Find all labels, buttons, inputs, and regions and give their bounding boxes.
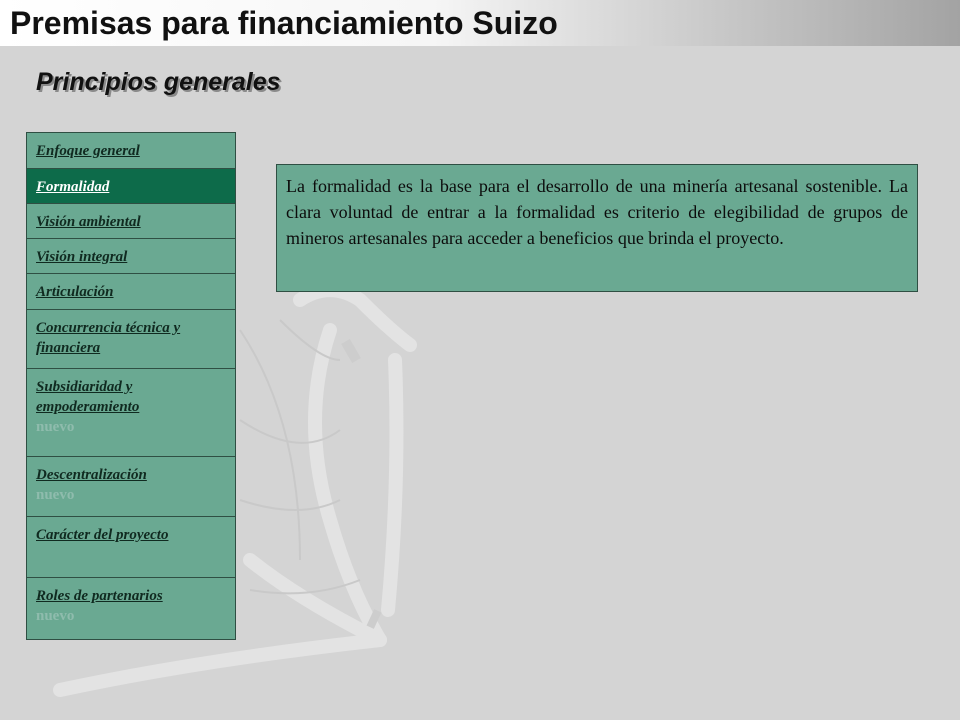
- section-subtitle: Principios generales: [36, 68, 281, 96]
- nav-item-tag: nuevo: [36, 419, 75, 435]
- nav-item-label: Subsidiaridad y empoderamiento: [36, 379, 140, 415]
- nav-item-label: Formalidad: [36, 179, 110, 195]
- nav-item-caracter-del-proyecto[interactable]: [27, 517, 235, 578]
- nav-item-label: Descentralización: [36, 467, 147, 483]
- nav-item-subsidiaridad[interactable]: [27, 369, 235, 457]
- nav-item-tag: nuevo: [36, 608, 75, 624]
- nav-item-descentralizacion[interactable]: [27, 457, 235, 517]
- page-title: Premisas para financiamiento Suizo: [10, 5, 558, 41]
- nav-item-articulacion[interactable]: [27, 274, 235, 310]
- nav-item-vision-integral[interactable]: [27, 239, 235, 274]
- nav-item-label: Roles de partenarios: [36, 588, 163, 604]
- nav-item-label: Concurrencia técnica y financiera: [36, 320, 181, 356]
- description-box: [276, 164, 918, 292]
- description-text: La formalidad es la base para el desarrollo de una minería artesanal sostenible. La clara voluntad de entrar a la formalidad es criterio de elegibilidad de grupos de mineros artesanales para acceder a beneficios que brinda el proyecto.: [286, 176, 908, 248]
- nav-item-label: Enfoque general: [36, 143, 140, 159]
- nav-item-label: Visión integral: [36, 249, 128, 265]
- nav-item-concurrencia[interactable]: [27, 310, 235, 369]
- nav-item-formalidad[interactable]: [27, 169, 235, 204]
- nav-item-enfoque-general[interactable]: [27, 133, 235, 169]
- principles-nav: [26, 132, 236, 640]
- title-bar: [0, 0, 960, 46]
- nav-item-roles-de-partenarios[interactable]: [27, 578, 235, 639]
- nav-item-label: Articulación: [36, 284, 114, 300]
- nav-item-label: Visión ambiental: [36, 214, 141, 230]
- nav-item-label: Carácter del proyecto: [36, 527, 169, 543]
- nav-item-tag: nuevo: [36, 487, 75, 503]
- nav-item-vision-ambiental[interactable]: [27, 204, 235, 239]
